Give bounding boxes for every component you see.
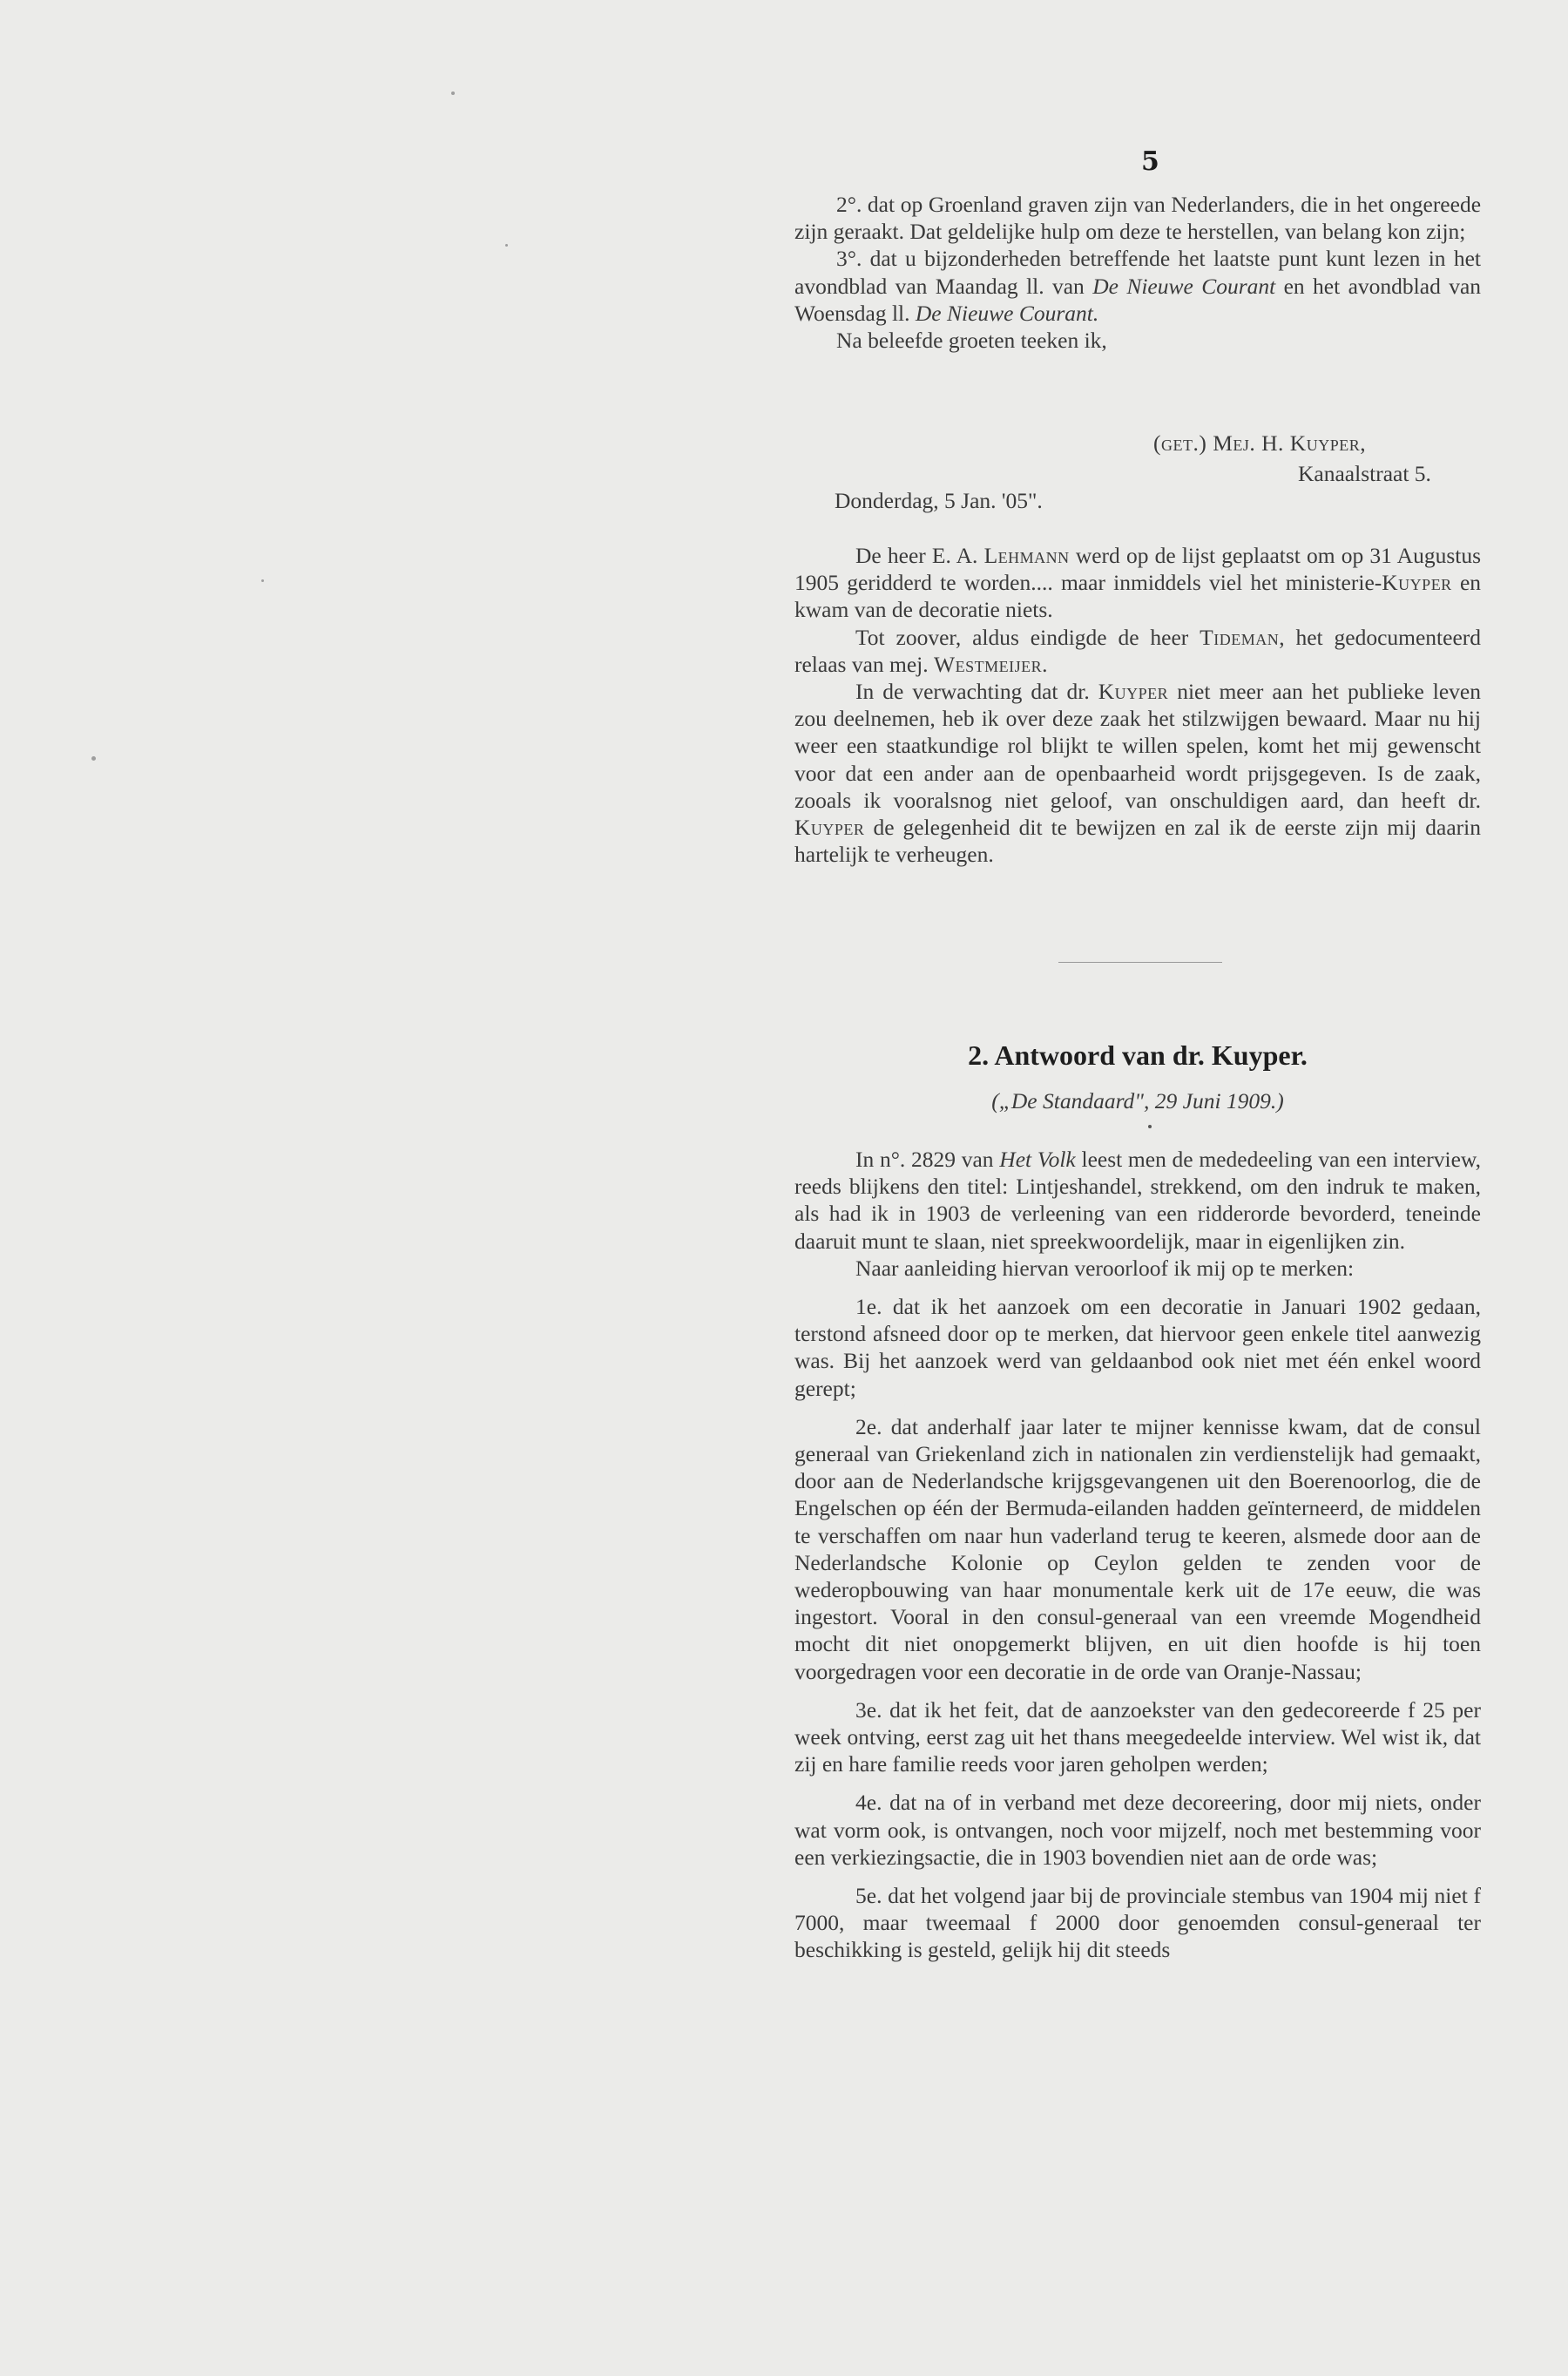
section-source: („De Standaard", 29 Juni 1909.) [991,1088,1284,1114]
letter-item-3: 3°. dat u bijzonderheden betreffende het laatste punt kunt lezen in het avondblad van Maandag ll. van De Nieuwe Courant en het avondblad van Woensdag ll. De Nieuwe Courant. [794,246,1482,326]
paragraph-lead: Naar aanleiding hiervan veroorloof ik mij op te merken: [855,1255,1355,1281]
letter-date: Donderdag, 5 Jan. '05". [835,488,1043,513]
scan-speck [261,579,264,582]
letter-item-2: 2°. dat op Groenland graven zijn van Nederlanders, die in het ongereede zijn geraakt. Dat geldelijke hulp om deze te herstellen, van belang kon zijn; [794,192,1482,245]
section-heading: 2. Antwoord van dr. Kuyper. [968,1039,1308,1071]
scan-speck [91,756,96,761]
point-5: 5e. dat het volgend jaar bij de provinciale stembus van 1904 mij niet f 7000, maar tweemaal f 2000 door genoemden consul-generaal ter beschikking is gesteld, gelijk hij dit steeds [794,1883,1481,1963]
paragraph-intro: In n°. 2829 van Het Volk leest men de mededeeling van een interview, reeds blijkens den titel: Lintjeshandel, strekkend, om den indruk te maken, als had ik in 1903 de verleening van een ridderorde bevorderd, teneinde daaruit munt te slaan, niet spreekwoordelijk, maar in eigenlijken zin. [794,1147,1482,1254]
paragraph-lehmann: De heer E. A. Lehmann werd op de lijst geplaatst om op 31 Augustus 1905 geridderd te worden.... maar inmiddels viel het ministerie-Kuyper en kwam van de decoratie niets. [794,543,1482,623]
letter-body [794,191,1481,354]
paragraph-tot-zoover: Tot zoover, aldus eindigde de heer Tideman, het gedocumenteerd relaas van mej. Westmeijer. [794,624,1481,677]
scan-speck [505,244,508,247]
letter-closing: Na beleefde groeten teeken ik, [836,328,1107,354]
point-1: 1e. dat ik het aanzoek om een decoratie in Januari 1902 gedaan, terstond afsneed door op te merken, dat hiervoor geen enkele titel aanwezig was. Bij het aanzoek werd van geldaanbod ook niet met één enkel woord gerept; [794,1294,1481,1401]
narrative [794,542,1481,868]
point-3: 3e. dat ik het feit, dat de aanzoekster van den gedecoreerde f 25 per week ontving, eerst zag uit het thans meegedeelde interview. Wel wist ik, dat zij en hare familie reeds voor jaren geholpen werden; [794,1696,1481,1777]
scan-speck [451,91,455,95]
dot-mark [1148,1125,1152,1128]
point-2: 2e. dat anderhalf jaar later te mijner kennisse kwam, dat de consul generaal van Griekenland zich in nationalen zin verdienstelijk had gemaakt, door aan de Nederlandsche krijgsgevangenen uit den Boerenoorlog, die de Engelschen op één der Bermuda-eilanden hadden geïnterneerd, de middelen te verschaffen om naar hun vaderland terug te keeren, alsmede door aan de Nederlandsche Kolonie op Ceylon gelden te zenden voor de wederopbouwing van haar monumentale kerk uit de 17e eeuw, die was ingestort. Vooral in den consul-generaal van een vreemde Mogendheid mocht dit niet onopgemerkt blijven, en uit dien hoofde is hij toen voorgedragen voor een decoratie in de orde van Oranje-Nassau; [794,1413,1481,1684]
letter-address: Kanaalstraat 5. [1298,461,1431,486]
paragraph-verwachting: In de verwachting dat dr. Kuyper niet meer aan het publieke leven zou deelnemen, heb ik over deze zaak het stilzwijgen bewaard. Maar nu hij weer een staatkundige rol blijkt te willen spelen, komt het mij gewenscht voor dat een ander aan de openbaarheid wordt prijsgegeven. Is de zaak, zooals ik vooralsnog niet geloof, van onschuldigen aard, dan heeft dr. Kuyper de gelegenheid dit te bewijzen en zal ik de eerste zijn mij daarin hartelijk te verheugen. [794,679,1482,868]
section-body [794,1146,1481,1964]
section-divider [1058,962,1222,963]
letter-signature: (get.) Mej. H. Kuyper, [1153,430,1367,456]
page-number: 5 [1141,146,1159,177]
point-4: 4e. dat na of in verband met deze decoreering, door mij niets, onder wat vorm ook, is ontvangen, noch voor mijzelf, noch met bestemming voor een verkiezingsactie, die in 1903 bovendien niet aan de orde was; [794,1790,1481,1870]
